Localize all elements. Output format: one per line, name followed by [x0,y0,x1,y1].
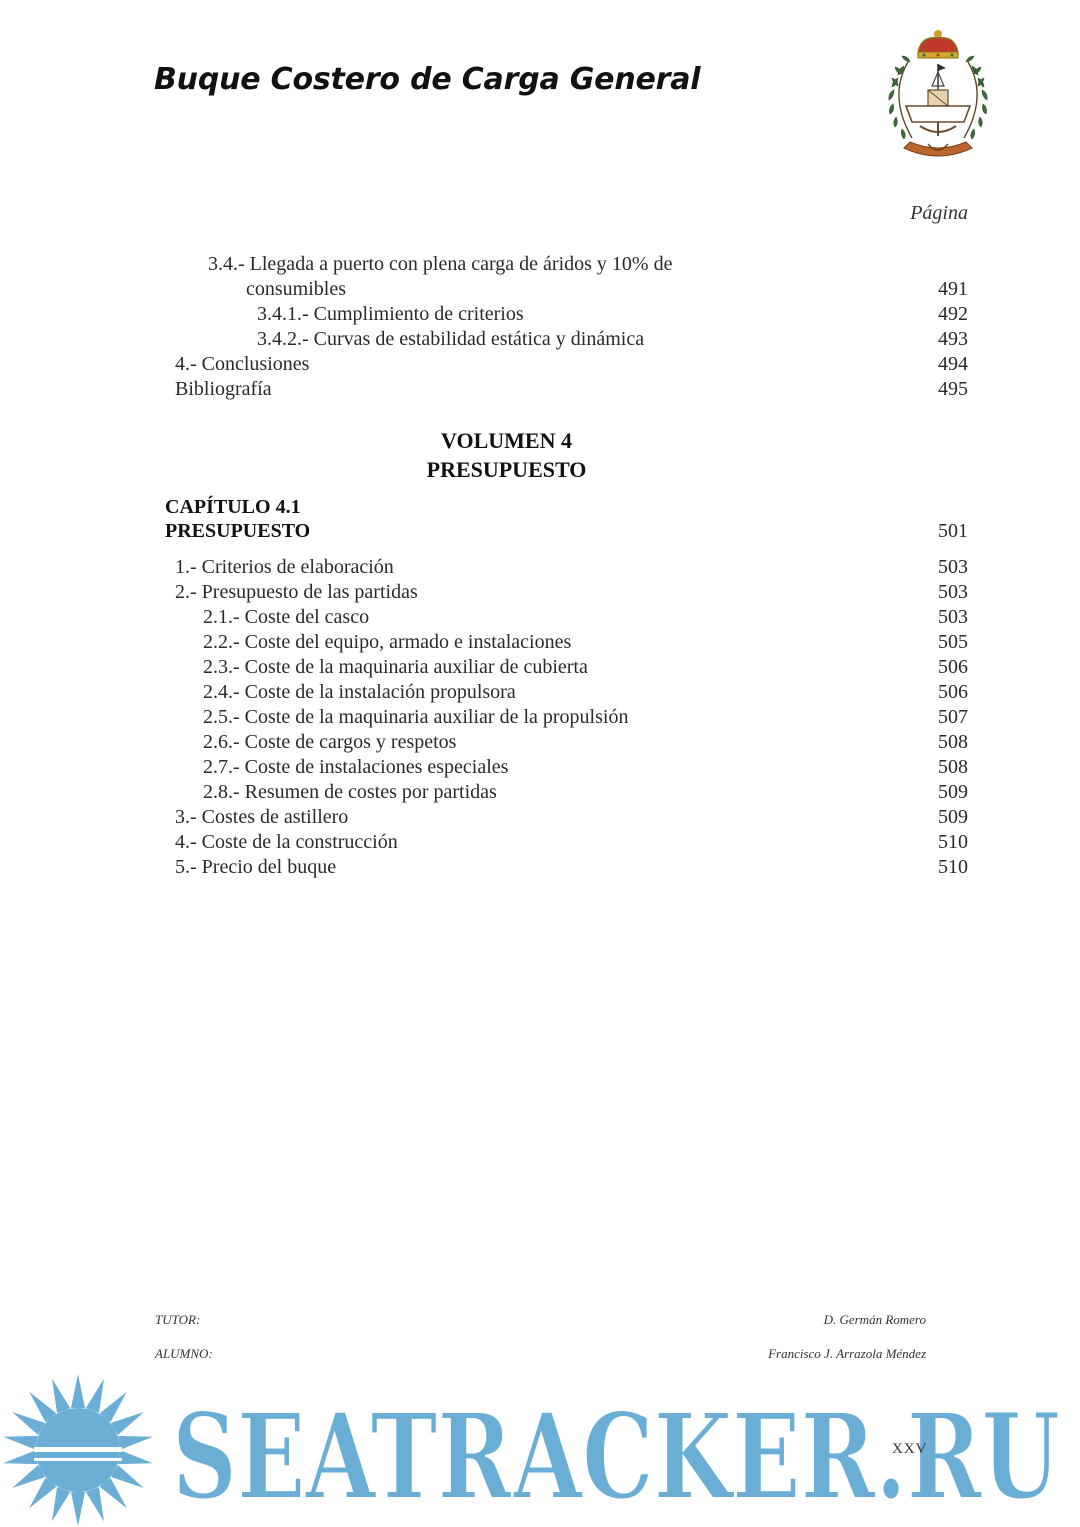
naval-engineering-crest-icon [880,26,996,160]
toc-entry [0,730,968,755]
toc-entry-label: 2.5.- Coste de la maquinaria auxiliar de la propulsión [203,706,629,728]
volume-subheading: PRESUPUESTO [426,457,587,482]
toc-entry-page: 503 [938,581,968,603]
alumno-name: Francisco J. Arrazola Méndez [768,1346,926,1361]
watermark-text: SEATRACKER.RU [172,1387,1060,1526]
toc-entry [0,755,968,780]
document-title: Buque Costero de Carga General [154,62,701,97]
toc-entry-label: 2.- Presupuesto de las partidas [175,581,418,603]
toc-entry-label: 3.4.- Llegada a puerto con plena carga de áridos y 10% de [208,253,673,275]
tutor-label: TUTOR: [155,1312,201,1327]
toc-entry [0,580,968,605]
toc-entry-label: 2.6.- Coste de cargos y respetos [203,731,457,753]
toc-entry-label: 2.1.- Coste del casco [203,606,370,628]
crown-icon [918,30,958,58]
toc-entry-label: 3.4.2.- Curvas de estabilidad estática y dinámica [257,328,645,350]
toc-entry [0,277,968,302]
sun-icon [2,1374,154,1526]
toc-entry-page: 506 [938,656,968,678]
toc-entry [0,377,968,402]
chapter-heading: CAPÍTULO 4.1 [165,496,301,518]
toc-entry [0,327,968,352]
toc-entry-page: 507 [938,706,968,728]
toc-entry [0,830,968,855]
toc-entry-label: 2.8.- Resumen de costes por partidas [203,781,497,803]
toc-entry-label: 5.- Precio del buque [175,856,337,878]
chapter-page: 501 [938,520,968,542]
toc-entry-page: 494 [938,353,968,375]
toc-entry [0,605,968,630]
toc-entry-page: 492 [938,303,968,325]
toc-entry [0,352,968,377]
toc-entry-label: 2.2.- Coste del equipo, armado e instalaciones [203,631,572,653]
toc-entry [0,302,968,327]
toc-entry-label: consumibles [246,278,346,300]
toc-entry-label: 2.3.- Coste de la maquinaria auxiliar de cubierta [203,656,588,678]
toc-entry [0,705,968,730]
toc-entry-page: 508 [938,731,968,753]
toc-entry-page: 493 [938,328,968,350]
toc-entry-page: 495 [938,378,968,400]
toc-entry [0,855,968,880]
tutor-name: D. Germán Romero [823,1312,926,1327]
toc-entry-label: 4.- Coste de la construcción [175,831,398,853]
alumno-label: ALUMNO: [155,1346,213,1361]
toc-entry-label: 4.- Conclusiones [175,353,310,375]
chapter-title: PRESUPUESTO [165,520,311,542]
toc-entry [0,680,968,705]
toc-entry-page: 510 [938,831,968,853]
toc-entry [0,555,968,580]
toc-entry-page: 510 [938,856,968,878]
toc-entry [0,780,968,805]
toc-entry [0,655,968,680]
toc-entry-page: 509 [938,781,968,803]
volume-heading: VOLUMEN 4 [441,428,572,453]
toc-entry-page: 505 [938,631,968,653]
toc-entry-page: 506 [938,681,968,703]
toc-entry-page: 503 [938,606,968,628]
toc-entry-page: 503 [938,556,968,578]
toc-entry [0,630,968,655]
toc-entry [0,252,968,277]
toc-entry [0,805,968,830]
toc-entry-label: 1.- Criterios de elaboración [175,556,394,578]
toc-entry-page: 491 [938,278,968,300]
toc-entry-page: 509 [938,806,968,828]
toc-entry-label: Bibliografía [175,378,272,400]
toc-entry-label: 2.7.- Coste de instalaciones especiales [203,756,509,778]
toc-entry-label: 2.4.- Coste de la instalación propulsora [203,681,516,703]
page-column-label: Página [910,202,968,224]
toc-entry-label: 3.- Costes de astillero [175,806,349,828]
page-number: XXV [892,1441,928,1457]
toc-entry-page: 508 [938,756,968,778]
toc-entry-label: 3.4.1.- Cumplimiento de criterios [257,303,524,325]
